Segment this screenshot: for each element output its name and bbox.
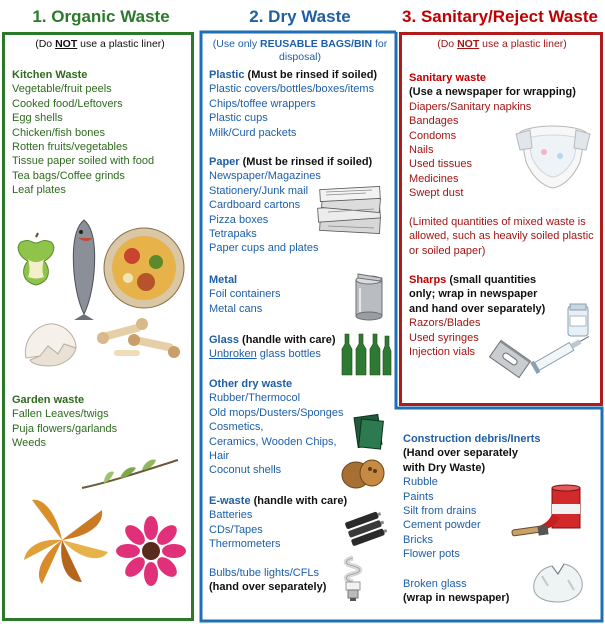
list-item: Tissue paper soiled with food [12, 155, 155, 168]
kitchen-section [12, 68, 192, 198]
list-item: Leaf plates [12, 184, 66, 197]
list-item: Rotten fruits/vegetables [12, 141, 128, 154]
garden-title: Garden waste [12, 394, 85, 406]
glass-section: Glass (handle with care) Unbroken glass bottles [209, 333, 359, 362]
list-item: Vegetable/fruit peels [12, 83, 112, 96]
list-item: Milk/Curd packets [209, 126, 297, 139]
newspaper-stack-icon [316, 186, 384, 236]
list-item: Injection vials [409, 346, 476, 359]
list-item: Thermometers [209, 538, 281, 551]
list-item: Bricks [403, 533, 433, 546]
list-item: Rubber/Thermocol [209, 392, 301, 405]
cfl-bulb-icon [340, 556, 366, 602]
list-item: Rubble [403, 476, 438, 489]
paint-can-icon [508, 484, 594, 542]
list-item: Newspaper/Magazines [209, 170, 321, 183]
food-plate-icon [102, 226, 186, 310]
ewaste-section: E-waste (handle with care) Batteries CDs/Tapes Thermometers [209, 494, 359, 552]
list-item: Swept dust [409, 187, 464, 200]
list-item: Diapers/Sanitary napkins [409, 100, 532, 113]
sanitary-waste-title: Sanitary waste [409, 72, 487, 84]
dry-title: 2. Dry Waste [249, 7, 351, 26]
other-dry-title: Other dry waste [209, 378, 293, 390]
coconut-icon [340, 455, 386, 491]
list-item: Batteries [209, 509, 253, 522]
list-item: Ceramics, Wooden Chips, [209, 435, 337, 448]
list-item: Cardboard cartons [209, 199, 301, 212]
list-item: Condoms [409, 129, 457, 142]
list-item: Razors/Blades [409, 317, 481, 330]
kitchen-title: Kitchen Waste [12, 69, 88, 81]
tin-can-icon [352, 272, 386, 320]
dry-leaves-icon [12, 490, 112, 590]
list-item: Medicines [409, 172, 459, 185]
list-item: Pizza boxes [209, 213, 269, 226]
list-item: Tetrapaks [209, 228, 257, 241]
glass-title: Glass [209, 334, 239, 346]
razor-blade-icon [486, 336, 534, 382]
list-item: Egg shells [12, 112, 63, 125]
list-item: Bandages [409, 115, 459, 128]
garden-section [12, 393, 192, 451]
list-item: Hair [209, 450, 230, 463]
list-item: Silt from drains [403, 505, 477, 518]
list-item: Cooked food/Leftovers [12, 97, 123, 110]
list-item: Flower pots [403, 548, 460, 561]
list-item: Used syringes [409, 331, 479, 344]
metal-section [209, 273, 359, 316]
broken-glass-note: (wrap in newspaper) [403, 592, 510, 605]
twig-icon [80, 456, 180, 492]
flower-icon [118, 518, 184, 584]
ewaste-title: E-waste [209, 495, 251, 507]
list-item: Plastic covers/bottles/boxes/items [209, 83, 375, 96]
sponge-icon [350, 414, 386, 450]
list-item: Chips/toffee wrappers [209, 97, 316, 110]
list-item: Tea bags/Coffee grinds [12, 169, 125, 182]
mixed-waste-note: (Limited quantities of mixed waste is allowed, such as heavily soiled plastic or soiled paper) [409, 216, 594, 257]
fish-icon [66, 218, 102, 320]
broken-glass-title: Broken glass [403, 578, 467, 590]
list-item: Used tissues [409, 158, 472, 171]
list-item: Plastic cups [209, 112, 268, 125]
organic-title: 1. Organic Waste [32, 7, 170, 26]
list-item: Fallen Leaves/twigs [12, 408, 109, 421]
sanitary-note: (Do NOT use a plastic liner) [437, 38, 567, 50]
broken-glass-icon [528, 556, 588, 606]
list-item: Foil containers [209, 288, 281, 301]
paper-title: Paper [209, 156, 240, 168]
list-item: Weeds [12, 437, 47, 450]
list-item: Paper cups and plates [209, 242, 319, 255]
sharps-title: Sharps [409, 274, 447, 286]
list-item: Chicken/fish bones [12, 126, 105, 139]
chicken-bones-icon [94, 310, 184, 366]
list-item: Old mops/Dusters/Sponges [209, 406, 344, 419]
list-item: Stationery/Junk mail [209, 184, 309, 197]
paper-section: Paper (Must be rinsed if soiled) Newspaper/Magazines Stationery/Junk mail Cardboard cartons Pizza boxes Tetrapaks Paper cups and plates [209, 155, 399, 256]
sanitary-qualifier: (Use a newspaper for wrapping) [409, 86, 576, 99]
list-item: Cosmetics, [209, 421, 264, 434]
list-item: Cement powder [403, 519, 481, 532]
construction-title: Construction debris/Inerts [403, 433, 541, 445]
syringe-icon [530, 304, 596, 376]
batteries-icon [344, 512, 388, 546]
list-item: Coconut shells [209, 464, 282, 477]
egg-shell-icon [20, 318, 82, 368]
apple-core-icon [14, 233, 58, 289]
bulbs-qualifier: (hand over separately) [209, 581, 327, 594]
bulbs-section [209, 566, 359, 595]
other-dry-section [209, 377, 359, 478]
glass-bottles-icon [340, 334, 392, 376]
list-item: CDs/Tapes [209, 523, 263, 536]
organic-note: (Do NOT use a plastic liner) [35, 38, 165, 50]
diaper-icon [514, 122, 592, 196]
list-item: Paints [403, 490, 434, 503]
list-item: Unbroken glass bottles [209, 348, 321, 361]
list-item: Metal cans [209, 302, 263, 315]
bulbs-title: Bulbs/tube lights/CFLs [209, 567, 320, 579]
construction-qualifier: (Hand over separately with Dry Waste) [403, 447, 518, 474]
plastic-title: Plastic [209, 69, 245, 81]
dry-note: (Use only REUSABLE BAGS/BIN for disposal) [212, 38, 388, 63]
sanitary-title: 3. Sanitary/Reject Waste [402, 7, 598, 26]
plastic-section: Plastic (Must be rinsed if soiled) Plastic covers/bottles/boxes/items Chips/toffee wrappers Plastic cups Milk/Curd packets [209, 68, 399, 140]
sharps-section: Sharps (small quantities only; wrap in newspaper and hand over separately) Razors/Blades Used syringes Injection vials [409, 273, 599, 359]
list-item: Puja flowers/garlands [12, 422, 118, 435]
list-item: Nails [409, 144, 434, 157]
metal-title: Metal [209, 274, 238, 286]
